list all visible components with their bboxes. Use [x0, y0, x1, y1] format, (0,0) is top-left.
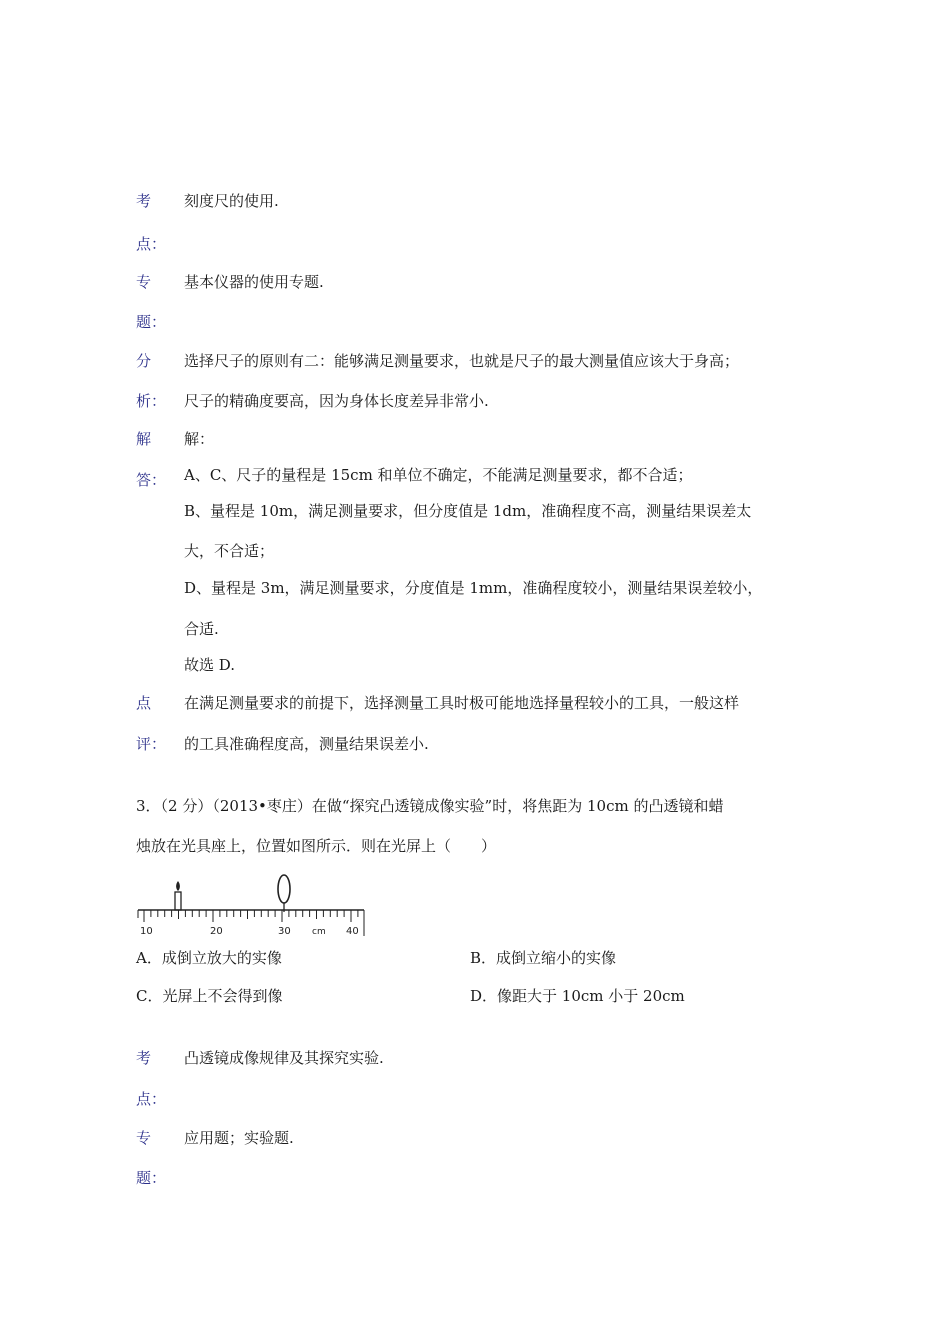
option-b: B．成倒立缩小的实像: [470, 949, 617, 967]
dianping-line-1: 在满足测量要求的前提下，选择测量工具时极可能地选择量程较小的工具，一般这样: [184, 694, 740, 712]
jieda-line-6: 合适.: [184, 620, 219, 638]
zhuanti-label-1: 专: [136, 273, 152, 291]
convex-lens-icon: [278, 875, 290, 903]
jieda-line-4: 大，不合适；: [184, 542, 275, 560]
unit-label-cm: cm: [312, 927, 326, 937]
fenxi-line-1: 选择尺子的原则有二：能够满足测量要求，也就是尺子的最大测量值应该大于身高；: [184, 352, 740, 370]
fenxi-label-1: 分: [136, 352, 152, 370]
tick-label-40: 40: [346, 926, 359, 937]
jieda-line-5: D、量程是 3m，满足测量要求，分度值是 1mm，准确程度较小，测量结果误差较小，: [184, 579, 763, 597]
zhuanti-label-3: 专: [136, 1129, 152, 1147]
tick-label-10: 10: [140, 926, 153, 937]
candle-icon: [175, 892, 181, 910]
option-c: C．光屏上不会得到像: [136, 987, 283, 1005]
flame-icon: [176, 881, 180, 891]
kaodian-label-4: 点：: [136, 1090, 167, 1108]
jieda-line-1: 解：: [184, 430, 215, 448]
tick-label-30: 30: [278, 926, 291, 937]
dianping-label-2: 评：: [136, 735, 167, 753]
kaodian-text-2: 凸透镜成像规律及其探究实验.: [184, 1049, 384, 1067]
kaodian-label-1: 考: [136, 192, 152, 210]
fenxi-line-2: 尺子的精确度要高，因为身体长度差异非常小.: [184, 392, 489, 410]
tick-label-20: 20: [210, 926, 223, 937]
jieda-line-7: 故选 D.: [184, 656, 236, 674]
jieda-label-2: 答：: [136, 471, 167, 489]
kaodian-label-2: 点：: [136, 235, 167, 253]
optical-bench-figure: [136, 870, 368, 944]
optical-bench-svg: [136, 870, 368, 940]
dianping-label-1: 点: [136, 694, 152, 712]
question-stem-line-1: 3．（2 分）（2013•枣庄）在做“探究凸透镜成像实验”时，将焦距为 10cm 的凸透镜和蜡: [136, 797, 724, 815]
dianping-line-2: 的工具准确程度高，测量结果误差小.: [184, 735, 429, 753]
option-d: D．像距大于 10cm 小于 20cm: [470, 987, 685, 1005]
jieda-label-1: 解: [136, 430, 152, 448]
fenxi-label-2: 析：: [136, 392, 167, 410]
zhuanti-text-2: 应用题；实验题.: [184, 1129, 294, 1147]
zhuanti-text: 基本仪器的使用专题.: [184, 273, 324, 291]
zhuanti-label-2: 题：: [136, 313, 167, 331]
question-stem-line-2: 烛放在光具座上，位置如图所示．则在光屏上（ ）: [136, 837, 497, 855]
kaodian-label-3: 考: [136, 1049, 152, 1067]
zhuanti-label-4: 题：: [136, 1169, 167, 1187]
option-a: A．成倒立放大的实像: [136, 949, 282, 967]
jieda-line-2: A、C、尺子的量程是 15cm 和单位不确定，不能满足测量要求，都不合适；: [184, 466, 693, 484]
kaodian-text: 刻度尺的使用.: [184, 192, 279, 210]
ruler-ticks: [144, 910, 358, 922]
jieda-line-3: B、量程是 10m，满足测量要求，但分度值是 1dm，准确程度不高，测量结果误差太: [184, 502, 752, 520]
